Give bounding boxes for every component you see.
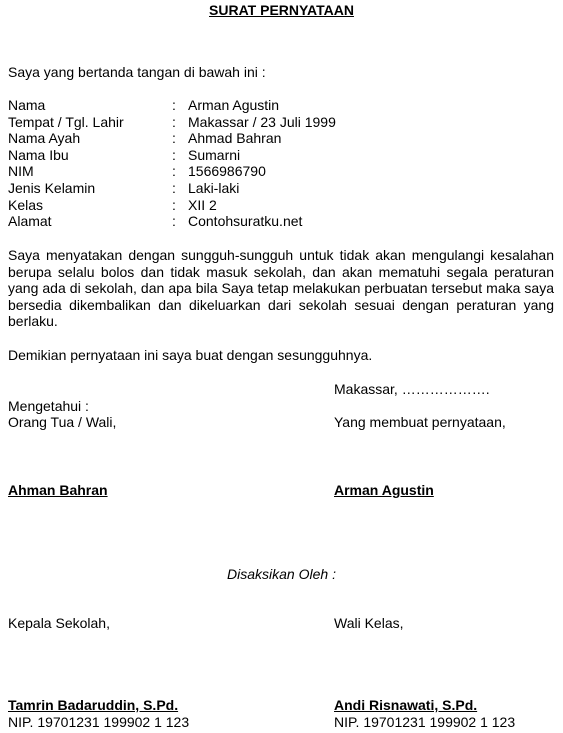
principal-signature-name: Tamrin Badaruddin, S.Pd. — [8, 697, 179, 713]
intro-text: Saya yang bertanda tangan di bawah ini : — [8, 64, 266, 80]
field-label: Alamat — [8, 213, 52, 230]
field-row-nama-ayah — [8, 130, 336, 147]
field-value: Ahmad Bahran — [188, 130, 282, 147]
parent-signature-name: Ahman Bahran — [8, 482, 108, 498]
document-title: SURAT PERNYATAAN — [209, 2, 354, 18]
field-value: Arman Agustin — [188, 97, 280, 113]
right-heading: Yang membuat pernyataan, — [334, 414, 506, 430]
field-row-nim — [8, 163, 336, 180]
principal-nip: NIP. 19701231 199902 1 123 — [8, 714, 190, 730]
field-colon: : — [172, 97, 176, 113]
witness-label: Disaksikan Oleh : — [227, 566, 336, 582]
field-row-nama-ibu — [8, 147, 336, 164]
field-row-nama — [8, 97, 336, 114]
field-label: Nama Ibu — [8, 146, 69, 163]
student-signature-name: Arman Agustin — [334, 482, 434, 498]
field-value: Contohsuratku.net — [188, 213, 303, 230]
field-row-kelas — [8, 197, 336, 214]
identity-fields — [8, 97, 336, 230]
field-value: XII 2 — [188, 196, 217, 213]
field-row-tempat-tgl-lahir — [8, 114, 336, 131]
field-row-jenis-kelamin — [8, 180, 336, 197]
field-label: Nama — [8, 97, 46, 113]
field-value: Makassar / 23 Juli 1999 — [188, 113, 336, 130]
homeroom-heading: Wali Kelas, — [334, 615, 404, 631]
field-colon: : — [172, 146, 176, 163]
left-heading-2: Orang Tua / Wali, — [8, 414, 117, 430]
field-label: NIM — [8, 163, 34, 180]
field-row-alamat — [8, 213, 336, 230]
field-value: Laki-laki — [188, 179, 240, 196]
principal-heading: Kepala Sekolah, — [8, 615, 110, 631]
field-colon: : — [172, 130, 176, 147]
field-colon: : — [172, 113, 176, 130]
field-value: Sumarni — [188, 146, 241, 163]
homeroom-nip: NIP. 19701231 199902 1 123 — [334, 714, 516, 730]
place-date: Makassar, ………………. — [334, 381, 490, 397]
field-colon: : — [172, 163, 176, 180]
field-label: Tempat / Tgl. Lahir — [8, 113, 124, 130]
field-colon: : — [172, 213, 176, 230]
field-colon: : — [172, 196, 176, 213]
field-label: Kelas — [8, 196, 44, 213]
closing-text: Demikian pernyataan ini saya buat dengan sesungguhnya. — [8, 347, 373, 363]
field-colon: : — [172, 179, 176, 196]
statement-paragraph: Saya menyatakan dengan sungguh-sungguh untuk tidak akan mengulangi kesalahan berupa selalu bolos dan tidak masuk sekolah, dan akan mematuhi segala peraturan yang ada di sekolah, dan apa bila Saya tetap melakukan perbuatan tersebut maka saya bersedia dikembalikan dan dikeluarkan dari sekolah sesuai dengan peraturan yang berlaku. — [8, 247, 554, 330]
field-label: Nama Ayah — [8, 130, 81, 147]
field-value: 1566986790 — [188, 163, 266, 180]
homeroom-signature-name: Andi Risnawati, S.Pd. — [334, 697, 478, 713]
field-label: Jenis Kelamin — [8, 179, 96, 196]
left-heading-1: Mengetahui : — [8, 398, 89, 414]
